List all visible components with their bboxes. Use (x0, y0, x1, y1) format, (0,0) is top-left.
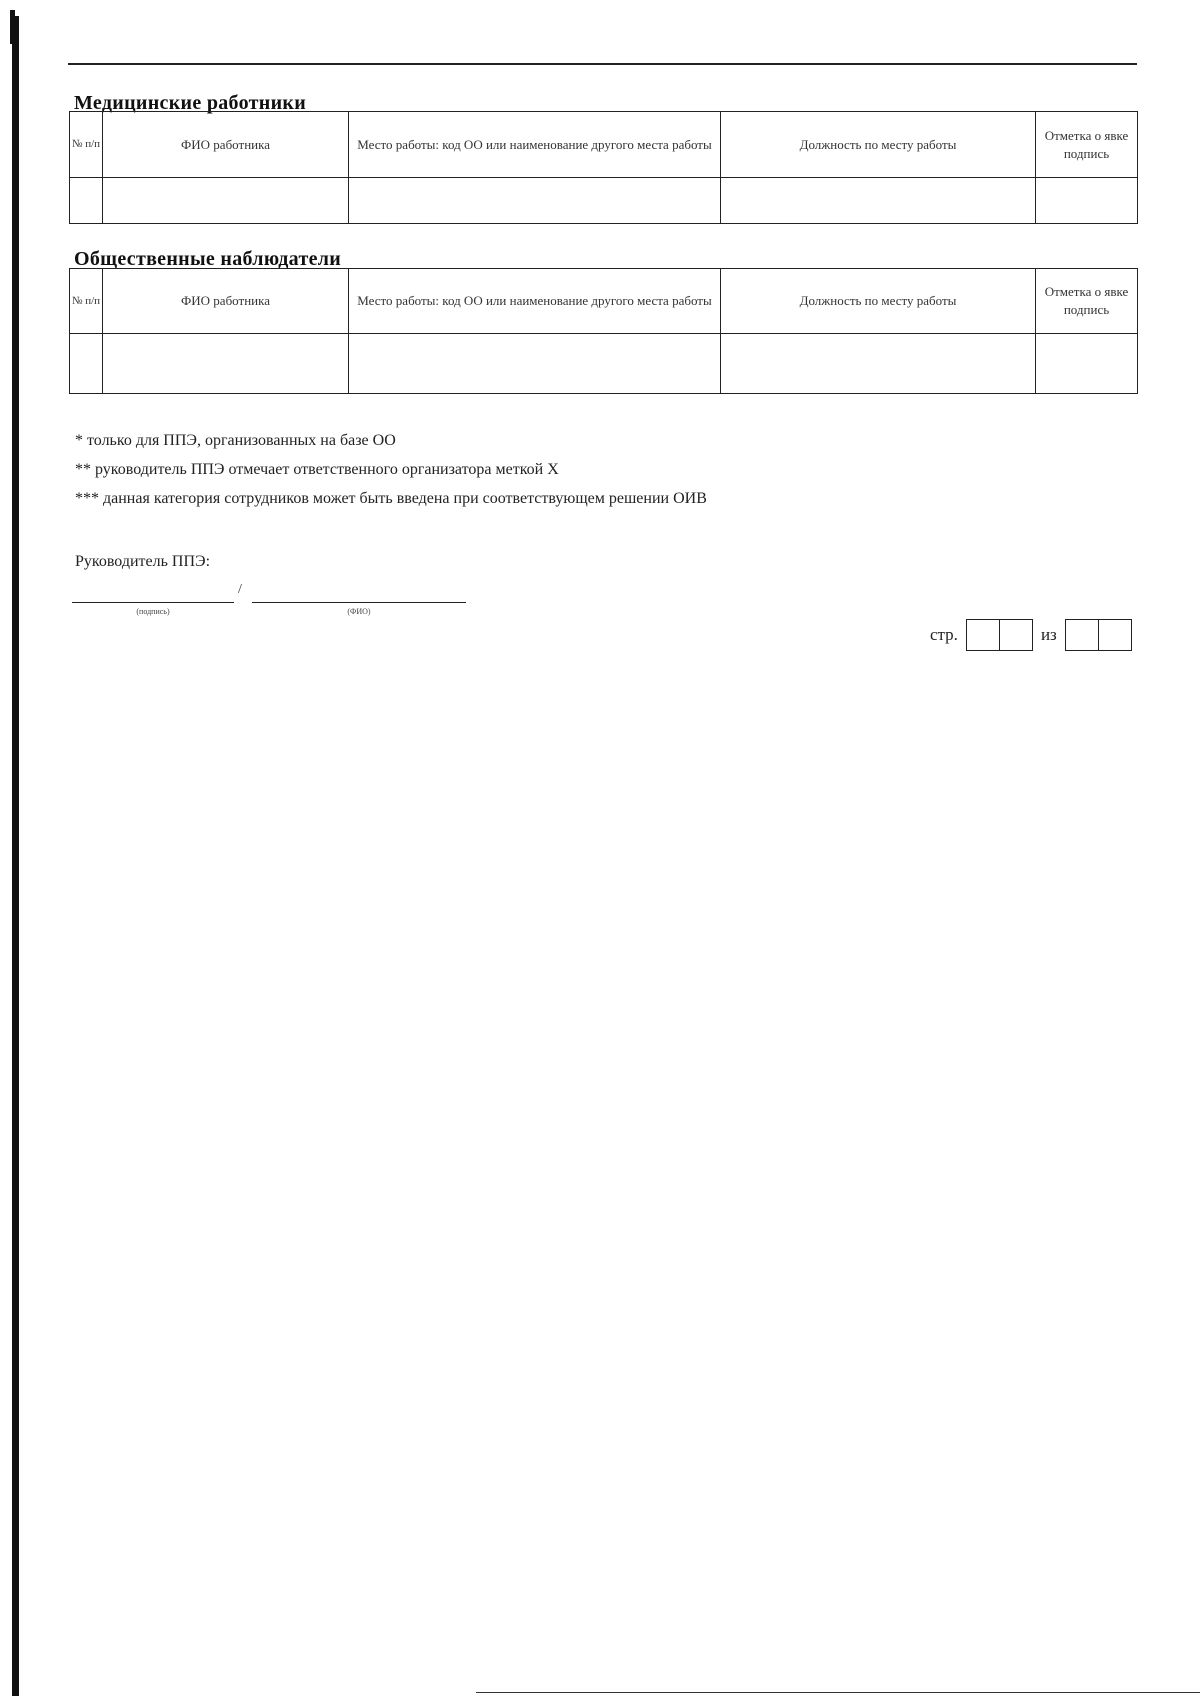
total-digit-box[interactable] (1065, 619, 1099, 651)
col-header-num: № п/п (70, 112, 103, 178)
head-of-ppe-label: Руководитель ППЭ: (75, 553, 211, 570)
cell-workplace[interactable] (349, 178, 721, 224)
signature-line[interactable] (72, 602, 234, 603)
footnote-1: * только для ППЭ, организованных на базе ОО (75, 432, 396, 449)
table-header-row (70, 112, 1138, 178)
cell-num[interactable] (70, 178, 103, 224)
col-header-workplace: Место работы: код ОО или наименование другого места работы (349, 112, 721, 178)
col-header-workplace: Место работы: код ОО или наименование другого места работы (349, 269, 721, 334)
observers-section-title: Общественные наблюдатели (74, 248, 342, 270)
table-header-row (70, 269, 1138, 334)
col-header-position: Должность по месту работы (721, 269, 1036, 334)
cell-fio[interactable] (103, 334, 349, 394)
bottom-rule (476, 1692, 1200, 1693)
name-caption: (ФИО) (347, 607, 371, 616)
page-label: стр. (930, 625, 958, 644)
col-header-num: № п/п (70, 269, 103, 334)
cell-fio[interactable] (103, 178, 349, 224)
col-header-mark: Отметка о явке подпись (1036, 269, 1138, 334)
medical-section-title: Медицинские работники (74, 92, 307, 114)
col-header-fio: ФИО работника (103, 269, 349, 334)
medical-staff-table (69, 111, 1138, 224)
scan-edge-bar (12, 16, 19, 1696)
page-digit-box[interactable] (966, 619, 1000, 651)
footnote-3: *** данная категория сотрудников может быть введена при соответствующем решении ОИВ (75, 490, 707, 507)
col-header-fio: ФИО работника (103, 112, 349, 178)
cell-position[interactable] (721, 334, 1036, 394)
total-pages-boxes (1065, 619, 1132, 651)
footnote-2: ** руководитель ППЭ отмечает ответственного организатора меткой Х (75, 461, 559, 478)
cell-num[interactable] (70, 334, 103, 394)
top-rule (68, 63, 1137, 65)
table-row (70, 178, 1138, 224)
signature-separator: / (238, 582, 242, 597)
total-digit-box[interactable] (1099, 619, 1132, 651)
of-label: из (1040, 625, 1057, 644)
page-number-boxes (966, 619, 1033, 651)
signature-caption: (подпись) (136, 607, 170, 616)
name-line[interactable] (252, 602, 466, 603)
page-digit-box[interactable] (1000, 619, 1033, 651)
col-header-position: Должность по месту работы (721, 112, 1036, 178)
cell-position[interactable] (721, 178, 1036, 224)
cell-mark[interactable] (1036, 178, 1138, 224)
cell-workplace[interactable] (349, 334, 721, 394)
cell-mark[interactable] (1036, 334, 1138, 394)
observers-table (69, 268, 1138, 394)
page-counter (930, 619, 1132, 651)
col-header-mark: Отметка о явке подпись (1036, 112, 1138, 178)
table-row (70, 334, 1138, 394)
